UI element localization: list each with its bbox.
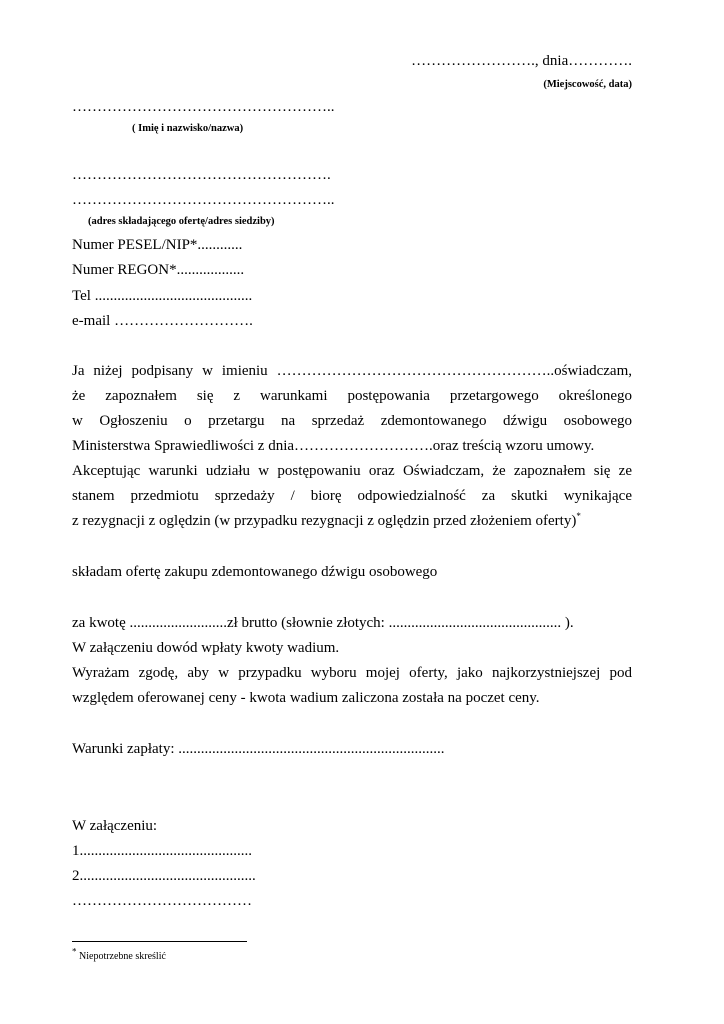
address-field-1: ……………………………………………. bbox=[72, 167, 331, 183]
statement-line-4: Ministerstwa Sprawiedliwości z dnia……………………….oraz treścią wzoru umowy. bbox=[72, 438, 595, 454]
footnote-reference: * bbox=[576, 511, 581, 521]
statement-line-6: stanem przedmiotu sprzedaży / biorę odpowiedzialność za skutki wynikające bbox=[72, 488, 632, 504]
footnote-text: Niepotrzebne skreślić bbox=[76, 951, 166, 962]
offer-intro: składam ofertę zakupu zdemontowanego dźwigu osobowego bbox=[72, 564, 438, 580]
statement-line-1: Ja niżej podpisany w imieniu ………………………………………………..oświadczam, bbox=[72, 363, 632, 379]
footnote-divider bbox=[72, 941, 247, 942]
amount-field: za kwotę ..........................zł brutto (słownie złotych: .............................................. ). bbox=[72, 615, 574, 631]
wadium-proof: W załączeniu dowód wpłaty kwoty wadium. bbox=[72, 640, 340, 656]
statement-line-7-text: z rezygnacji z oględzin (w przypadku rezygnacji z oględzin przed złożeniem oferty) bbox=[72, 513, 577, 529]
regon-field: Numer REGON*.................. bbox=[72, 262, 245, 278]
payment-terms-field: Warunki zapłaty: ....................................................................... bbox=[72, 741, 445, 757]
pesel-field: Numer PESEL/NIP*............ bbox=[72, 237, 243, 253]
consent-line-2: względem oferowanej ceny - kwota wadium zaliczona została na poczet ceny. bbox=[72, 690, 540, 706]
address-field-2: …………………………………………….. bbox=[72, 192, 335, 208]
footnote bbox=[72, 946, 166, 963]
statement-line-5: Akceptując warunki udziału w postępowaniu oraz Oświadczam, że zapoznałem się ze bbox=[72, 463, 632, 479]
statement-line-3: w Ogłoszeniu o przetargu na sprzedaż zdemontowanego dźwigu osobowego bbox=[72, 413, 632, 429]
name-field: …………………………………………….. bbox=[72, 99, 335, 115]
consent-line-1: Wyrażam zgodę, aby w przypadku wyboru mojej oferty, jako najkorzystniejszej pod bbox=[72, 665, 632, 681]
attachments-heading: W załączeniu: bbox=[72, 818, 158, 834]
statement-line-7 bbox=[72, 512, 581, 530]
address-label: (adres składającego ofertę/adres siedziby) bbox=[88, 216, 275, 227]
name-label: ( Imię i nazwisko/nazwa) bbox=[132, 123, 244, 134]
email-field: e-mail ………………………. bbox=[72, 313, 253, 329]
attachment-item-1: 1.............................................. bbox=[72, 843, 252, 859]
attachment-item-3: ……………………………… bbox=[72, 893, 252, 909]
statement-line-2: że zapoznałem się z warunkami postępowania przetargowego określonego bbox=[72, 388, 632, 404]
place-date-field: ……………………., dnia…………. bbox=[411, 53, 632, 69]
footnote-mark: * bbox=[72, 946, 77, 957]
attachment-item-2: 2............................................... bbox=[72, 868, 256, 884]
place-date-label: (Miejscowość, data) bbox=[543, 79, 632, 90]
tel-field: Tel .......................................... bbox=[72, 288, 253, 304]
